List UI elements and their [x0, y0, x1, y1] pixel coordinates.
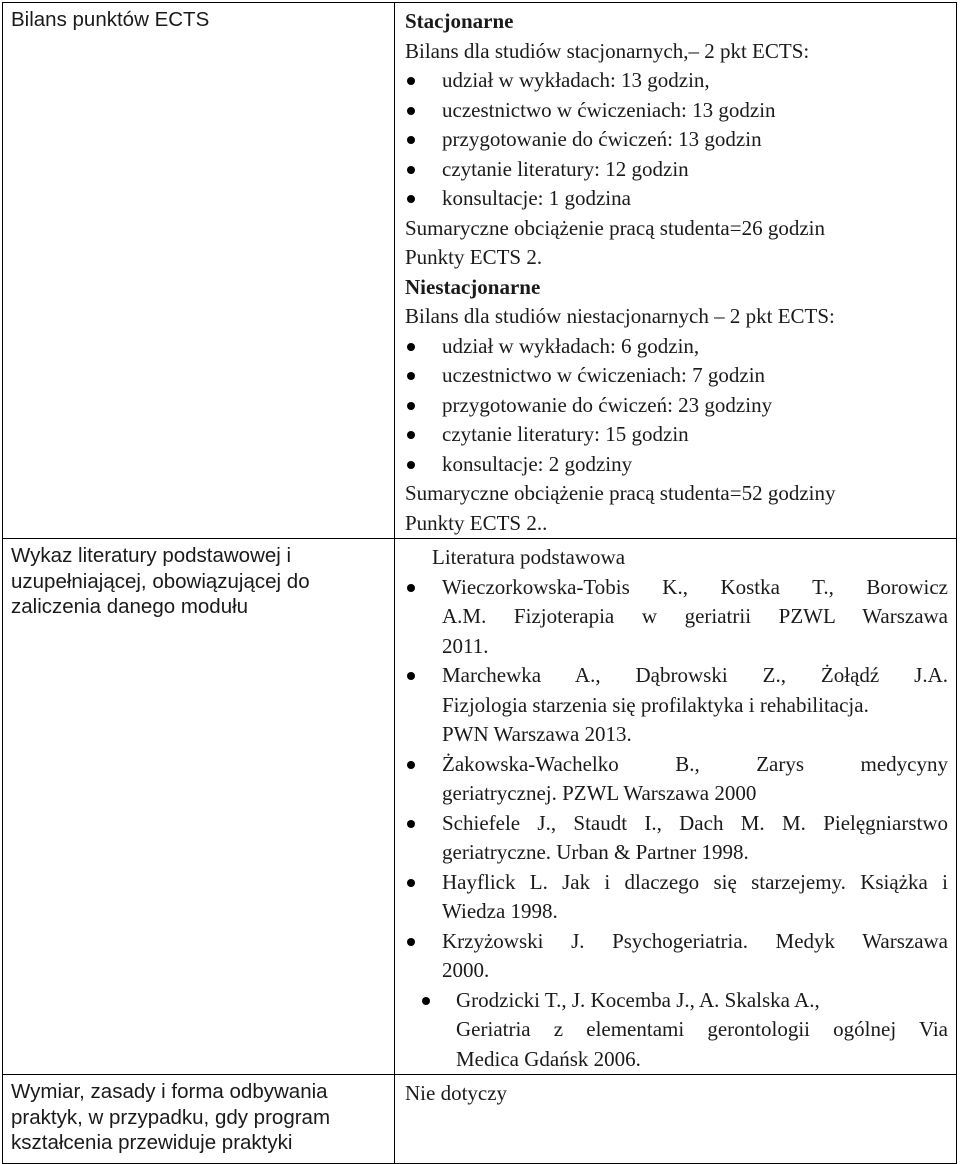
stacjonarne-list	[405, 66, 948, 214]
literature-item	[405, 927, 948, 986]
literature-line: Żakowska-Wachelko B., Zarys medycyny	[442, 751, 948, 776]
literature-line: Geriatria z elementami gerontologii ogólnej Via	[456, 1017, 948, 1041]
literature-item	[405, 750, 948, 809]
literature-line: geriatrycznej. PZWL Warszawa 2000	[442, 781, 757, 805]
list-item: udział w wykładach: 13 godzin,	[405, 66, 948, 96]
literature-item	[405, 809, 948, 868]
row-label-literature: Wykaz literatury podstawowej i uzupełniającej, obowiązującej do zaliczenia danego modułu	[3, 539, 395, 1075]
niestacjonarne-points: Punkty ECTS 2..	[405, 510, 548, 535]
syllabus-table	[2, 2, 957, 1164]
literature-line: geriatryczne. Urban & Partner 1998.	[442, 840, 749, 864]
literature-line: Grodzicki T., J. Kocemba J., A. Skalska A.,	[456, 987, 820, 1012]
literature-line: Hayflick L. Jak i dlaczego się starzejemy. Książka i	[442, 869, 948, 894]
table-row-practice	[3, 1075, 957, 1164]
literature-line: 2011.	[442, 633, 489, 658]
literature-line: 2000.	[442, 958, 490, 982]
literature-heading: Literatura podstawowa	[432, 545, 626, 569]
stacjonarne-summary: Sumaryczne obciążenie pracą studenta=26 godzin	[405, 215, 825, 240]
literature-line: Krzyżowski J. Psychogeriatria. Medyk Warszawa	[442, 928, 948, 953]
literature-line: Schiefele J., Staudt I., Dach M. M. Pielęgniarstwo	[442, 810, 948, 835]
row-label-practice: Wymiar, zasady i forma odbywania praktyk, w przypadku, gdy program kształcenia przewiduje praktyki	[3, 1075, 395, 1164]
literature-line: Medica Gdańsk 2006.	[456, 1046, 641, 1071]
literature-content	[395, 539, 957, 1075]
list-item: czytanie literatury: 15 godzin	[405, 420, 948, 450]
table-row-ects	[3, 3, 957, 539]
niestacjonarne-heading: Niestacjonarne	[405, 274, 541, 299]
list-item: konsultacje: 1 godzina	[405, 184, 948, 214]
list-item: uczestnictwo w ćwiczeniach: 13 godzin	[405, 96, 948, 126]
list-item: konsultacje: 2 godziny	[405, 450, 948, 480]
list-item: przygotowanie do ćwiczeń: 13 godzin	[405, 125, 948, 155]
literature-item	[405, 868, 948, 927]
literature-item	[405, 986, 948, 1075]
literature-line: Fizjologia starzenia się profilaktyka i rehabilitacja.	[442, 692, 869, 717]
literature-list	[405, 573, 948, 1075]
stacjonarne-points: Punkty ECTS 2.	[405, 245, 543, 269]
literature-line: Wieczorkowska-Tobis K., Kostka T., Borowicz	[442, 574, 948, 599]
row-label-ects: Bilans punktów ECTS	[3, 3, 395, 539]
list-item: udział w wykładach: 6 godzin,	[405, 332, 948, 362]
literature-line: PWN Warszawa 2013.	[442, 722, 632, 746]
niestacjonarne-summary: Sumaryczne obciążenie pracą studenta=52 godziny	[405, 481, 836, 505]
niestacjonarne-list	[405, 332, 948, 480]
literature-line: Wiedza 1998.	[442, 899, 558, 923]
ects-content	[395, 3, 957, 539]
literature-item	[405, 573, 948, 662]
stacjonarne-heading: Stacjonarne	[405, 9, 514, 33]
list-item: uczestnictwo w ćwiczeniach: 7 godzin	[405, 361, 948, 391]
niestacjonarne-intro: Bilans dla studiów niestacjonarnych – 2 pkt ECTS:	[405, 304, 835, 328]
list-item: przygotowanie do ćwiczeń: 23 godziny	[405, 391, 948, 421]
literature-line: Marchewka A., Dąbrowski Z., Żołądź J.A.	[442, 663, 948, 687]
literature-line: A.M. Fizjoterapia w geriatrii PZWL Warszawa	[442, 604, 948, 628]
practice-value: Nie dotyczy	[395, 1075, 957, 1164]
stacjonarne-intro: Bilans dla studiów stacjonarnych,– 2 pkt ECTS:	[405, 38, 810, 63]
list-item: czytanie literatury: 12 godzin	[405, 155, 948, 185]
table-row-literature	[3, 539, 957, 1075]
literature-item	[405, 661, 948, 750]
